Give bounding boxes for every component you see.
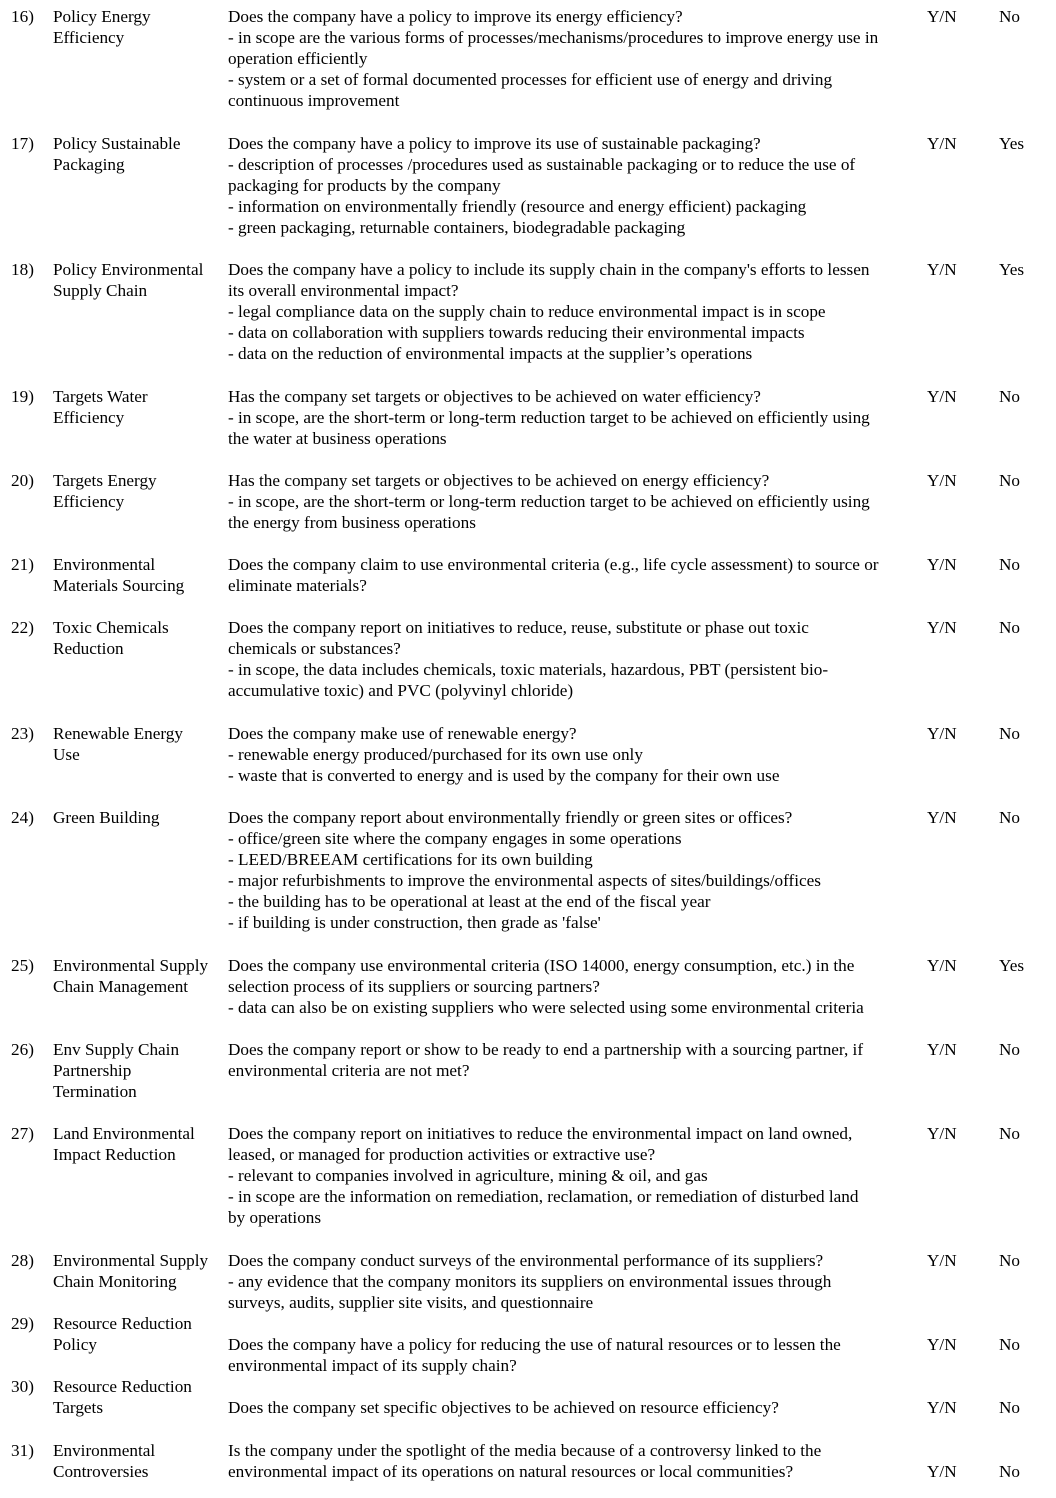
answer-type: Y/N [927,1040,957,1059]
answer-value: No [999,1124,1021,1143]
criterion-name: Targets Energy Efficiency [53,471,157,511]
criterion-name: Toxic Chemicals Reduction [53,618,169,658]
answer-value: No [999,618,1021,637]
answer-type: Y/N [927,618,957,637]
row-number: 20) [11,471,34,490]
row-number: 26) [11,1040,34,1059]
criterion-description: Has the company set targets or objectives to be achieved on water efficiency? - in scope, are the short-term or long-term reduction target to be achieved on efficiently using the water at business operations [228,387,870,448]
row-number: 28) [11,1251,34,1270]
criterion-description: Does the company report on initiatives to reduce the environmental impact on land owned, leased, or managed for production activities or extractive use? - relevant to companies involved in agriculture, mining & oil, and gas - in scope are the information on remediation, reclamation, or remediation of disturbed land by operations [228,1124,859,1227]
criterion-name: Green Building [53,808,160,827]
criterion-description: Does the company have a policy for reducing the use of natural resources or to lessen the environmental impact of its supply chain? [228,1335,841,1375]
answer-type: Y/N [927,387,957,406]
criterion-name: Environmental Supply Chain Management [53,956,209,996]
answer-value: No [999,7,1021,26]
criterion-description: Does the company report about environmentally friendly or green sites or offices? - office/green site where the company engages in some operations - LEED/BREEAM certifications for its own building - major refurbishments to improve the environmental aspects of sites/buildings/offices - the building has to be operational at least at the end of the fiscal year - if building is under construction, then grade as 'false' [228,808,821,932]
answer-value: No [999,724,1021,743]
answer-value: No [999,1335,1021,1354]
row-number: 30) [11,1377,34,1396]
answer-type: Y/N [927,555,957,574]
criterion-name: Resource Reduction Targets [53,1377,192,1417]
answer-type: Y/N [927,1462,957,1481]
row-number: 17) [11,134,34,153]
answer-type: Y/N [927,260,957,279]
criterion-description: Is the company under the spotlight of the media because of a controversy linked to the environmental impact of its operations on natural resources or local communities? [228,1441,822,1481]
criterion-name: Env Supply Chain Partnership Termination [53,1040,180,1101]
answer-value: Yes [999,260,1025,279]
criterion-description: Does the company have a policy to improve its use of sustainable packaging? - description of processes /procedures used as sustainable packaging or to reduce the use of packaging for products by the company - information on environmentally friendly (resource and energy efficient) packaging - green packaging, returnable containers, biodegradable packaging [228,134,856,237]
answer-value: No [999,1251,1021,1270]
criterion-name: Renewable Energy Use [53,724,183,764]
answer-type: Y/N [927,1251,957,1270]
row-number: 31) [11,1441,34,1460]
row-number: 22) [11,618,34,637]
criterion-description: Does the company claim to use environmental criteria (e.g., life cycle assessment) to source or eliminate materials? [228,555,879,595]
criterion-description: Does the company report on initiatives to reduce, reuse, substitute or phase out toxic chemicals or substances? - in scope, the data includes chemicals, toxic materials, hazardous, PBT (persistent bio- accumulative toxic) and PVC (polyvinyl chloride) [228,618,829,700]
criterion-description: Does the company have a policy to include its supply chain in the company's efforts to lessen its overall environmental impact? - legal compliance data on the supply chain to reduce environmental impact is in scope - data on collaboration with suppliers towards reducing their environmental impacts - data on the reduction of environmental impacts at the supplier’s operations [228,260,870,363]
answer-value: No [999,555,1021,574]
row-number: 19) [11,387,34,406]
row-number: 24) [11,808,34,827]
criterion-description: Does the company set specific objectives to be achieved on resource efficiency? [228,1398,779,1417]
criterion-description: Does the company conduct surveys of the environmental performance of its suppliers? - any evidence that the company monitors its suppliers on environmental issues through surveys, audits, supplier site visits, and questionnaire [228,1251,832,1312]
answer-value: Yes [999,134,1025,153]
answer-value: No [999,1462,1021,1481]
criterion-description: Does the company have a policy to improve its energy efficiency? - in scope are the various forms of processes/mechanisms/procedures to improve energy use in operation efficiently - system or a set of formal documented processes for efficient use of energy and driving continuous improvement [228,7,879,110]
criterion-description: Has the company set targets or objectives to be achieved on energy efficiency? - in scope, are the short-term or long-term reduction target to be achieved on efficiently using the energy from business operations [228,471,870,532]
answer-type: Y/N [927,1124,957,1143]
answer-type: Y/N [927,7,957,26]
answer-type: Y/N [927,724,957,743]
answer-type: Y/N [927,956,957,975]
answer-type: Y/N [927,1398,957,1417]
answer-type: Y/N [927,808,957,827]
answer-type: Y/N [927,1335,957,1354]
row-number: 18) [11,260,34,279]
row-number: 25) [11,956,34,975]
row-number: 27) [11,1124,34,1143]
row-number: 21) [11,555,34,574]
criterion-name: Land Environmental Impact Reduction [53,1124,195,1164]
criterion-description: Does the company make use of renewable energy? - renewable energy produced/purchased for its own use only - waste that is converted to energy and is used by the company for their own use [228,724,780,785]
row-number: 29) [11,1314,34,1333]
answer-value: No [999,1398,1021,1417]
row-number: 16) [11,7,34,26]
row-number: 23) [11,724,34,743]
answer-value: No [999,808,1021,827]
answer-value: No [999,1040,1021,1059]
criterion-name: Environmental Materials Sourcing [53,555,185,595]
criterion-name: Policy Energy Efficiency [53,7,151,47]
criterion-description: Does the company report or show to be ready to end a partnership with a sourcing partner, if environmental criteria are not met? [228,1040,864,1080]
criterion-description: Does the company use environmental criteria (ISO 14000, energy consumption, etc.) in the selection process of its suppliers or sourcing partners? - data can also be on existing suppliers who were selected using some environmental criteria [228,956,864,1017]
criterion-name: Policy Sustainable Packaging [53,134,181,174]
criterion-name: Targets Water Efficiency [53,387,148,427]
criterion-name: Policy Environmental Supply Chain [53,260,204,300]
criterion-name: Resource Reduction Policy [53,1314,192,1354]
answer-value: Yes [999,956,1025,975]
criterion-name: Environmental Controversies [53,1441,156,1481]
criterion-name: Environmental Supply Chain Monitoring [53,1251,209,1291]
answer-value: No [999,471,1021,490]
answer-type: Y/N [927,471,957,490]
answer-type: Y/N [927,134,957,153]
answer-value: No [999,387,1021,406]
